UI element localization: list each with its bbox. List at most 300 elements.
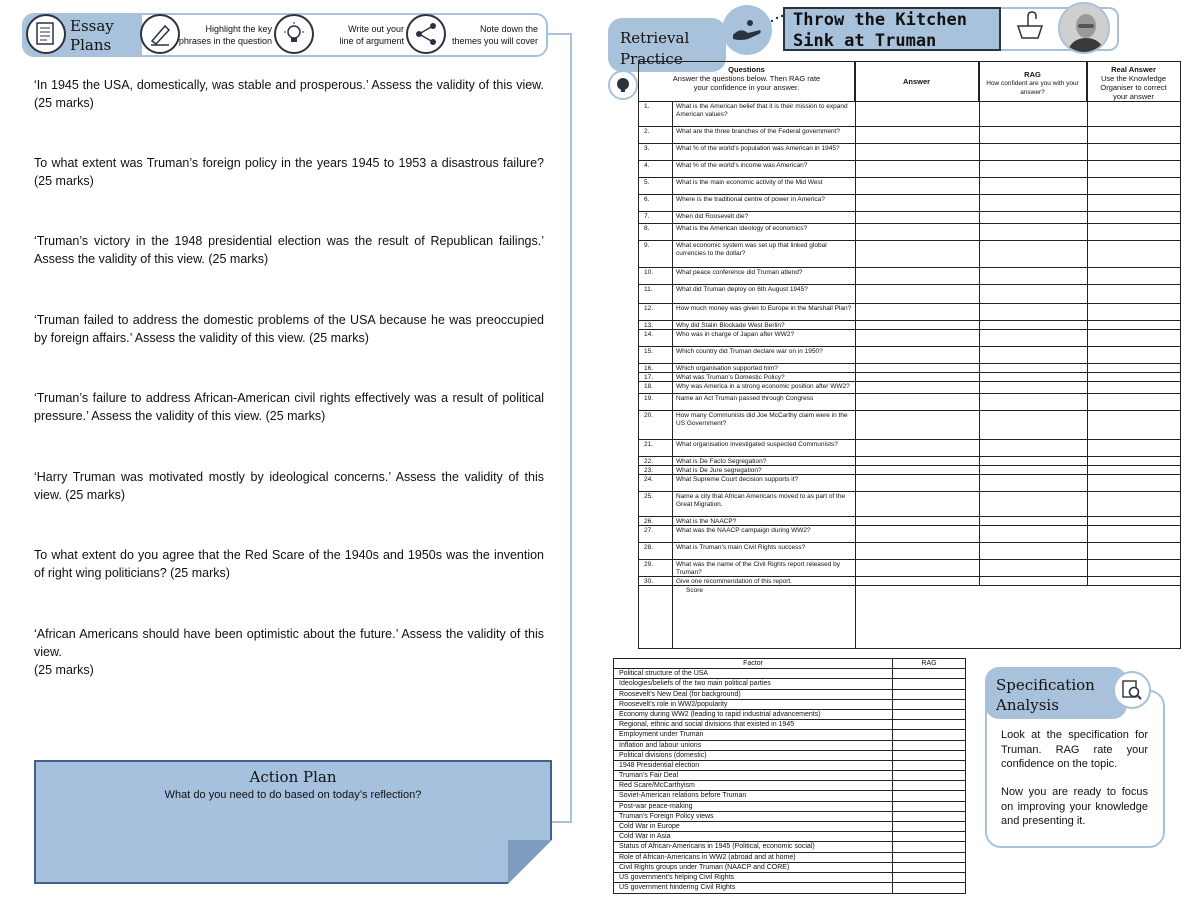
header-questions: Questions Answer the questions below. Then RAG rate your confidence in your answer. — [639, 62, 855, 102]
real-answer-cell[interactable] — [1088, 144, 1180, 160]
essay-plans-title — [70, 17, 114, 55]
real-answer-cell[interactable] — [1088, 127, 1180, 143]
factor-rag-cell[interactable] — [893, 842, 966, 851]
real-answer-cell[interactable] — [1088, 347, 1180, 363]
rag-cell[interactable] — [980, 373, 1087, 381]
question-number: 14. — [644, 331, 654, 338]
essay-title-line2: Plans — [70, 36, 112, 54]
step-argument-text: Write out your line of argument — [339, 24, 404, 46]
essay-question: To what extent do you agree that the Red Scare of the 1940s and 1950s was the invention of right wing politicians? (25 marks) — [34, 548, 544, 580]
factor-row — [614, 761, 965, 771]
rag-cell[interactable] — [980, 330, 1087, 346]
question-number: 17. — [644, 374, 654, 381]
retrieval-question: How many Communists did Joe McCarthy claim were in the US Government? — [676, 412, 848, 427]
rag-cell[interactable] — [980, 411, 1087, 439]
factor-row — [614, 741, 965, 751]
column-divider — [672, 102, 673, 648]
retrieval-question: What was the name of the Civil Rights report released by Truman? — [676, 561, 841, 576]
factor-row — [614, 700, 965, 710]
answer-cell[interactable] — [856, 224, 979, 240]
retrieval-question: Why was America in a strong economic position after WW2? — [676, 383, 850, 390]
retrieval-row — [639, 241, 1180, 268]
factor-rag-cell[interactable] — [893, 741, 966, 750]
question-number: 28. — [644, 544, 654, 551]
retrieval-row — [639, 466, 1180, 475]
retrieval-row — [639, 517, 1180, 526]
factor-label: Inflation and labour unions — [619, 741, 702, 749]
retrieval-row — [639, 492, 1180, 517]
answer-cell[interactable] — [856, 492, 979, 516]
rag-cell[interactable] — [980, 466, 1087, 474]
rag-cell[interactable] — [980, 212, 1087, 223]
answer-cell[interactable] — [856, 526, 979, 542]
factor-row — [614, 822, 965, 832]
real-answer-cell[interactable] — [1088, 382, 1180, 393]
answer-cell[interactable] — [856, 577, 979, 585]
question-number: 11. — [644, 286, 653, 293]
question-number: 2. — [644, 128, 650, 135]
retrieval-question: When did Roosevelt die? — [676, 213, 749, 220]
hand-icon — [722, 5, 772, 55]
factor-label: Political divisions (domestic) — [619, 751, 707, 759]
retrieval-row — [639, 560, 1180, 577]
factor-row — [614, 690, 965, 700]
question-number: 10. — [644, 269, 654, 276]
factor-row — [614, 873, 965, 883]
factor-row — [614, 842, 965, 852]
answer-cell[interactable] — [856, 321, 979, 329]
real-answer-cell[interactable] — [1088, 321, 1180, 329]
factor-row — [614, 710, 965, 720]
retrieval-question: What did Truman deploy on 6th August 1945? — [676, 286, 808, 293]
retrieval-question: Which organisation supported him? — [676, 365, 778, 372]
score-row — [639, 586, 1180, 648]
answer-cell[interactable] — [856, 411, 979, 439]
retrieval-row — [639, 411, 1180, 440]
factor-label: 1948 Presidential election — [619, 761, 700, 769]
factor-row — [614, 771, 965, 781]
factor-row — [614, 802, 965, 812]
essay-question: ‘Truman’s failure to address African-American civil rights effectively was a result of political pressure.’ Assess the validity of this view. (25 marks) — [34, 391, 544, 423]
retrieval-row — [639, 373, 1180, 382]
retrieval-question: What Supreme Court decision supports it? — [676, 476, 799, 483]
factor-rag-cell[interactable] — [893, 781, 966, 790]
rag-cell[interactable] — [980, 195, 1087, 211]
retrieval-row — [639, 161, 1180, 178]
retrieval-question: Where is the traditional centre of power in America? — [676, 196, 825, 203]
factor-label: Civil Rights groups under Truman (NAACP and CORE) — [619, 863, 790, 871]
answer-cell[interactable] — [856, 127, 979, 143]
answer-cell[interactable] — [856, 285, 979, 303]
retrieval-row — [639, 212, 1180, 224]
factor-label: Economy during WW2 (leading to rapid industrial advancements) — [619, 710, 821, 718]
rag-cell[interactable] — [980, 127, 1087, 143]
retrieval-question: Who was in charge of Japan after WW2? — [676, 331, 795, 338]
question-number: 24. — [644, 476, 654, 483]
retrieval-question: What economic system was set up that linked global currencies to the dollar? — [676, 242, 827, 257]
answer-cell[interactable] — [856, 330, 979, 346]
real-answer-cell[interactable] — [1088, 543, 1180, 559]
question-number: 8. — [644, 225, 650, 232]
real-answer-cell[interactable] — [1088, 212, 1180, 223]
answer-cell[interactable] — [856, 373, 979, 381]
essay-plans-header — [22, 13, 548, 57]
retrieval-row — [639, 543, 1180, 560]
retrieval-row — [639, 457, 1180, 466]
share-nodes-icon — [406, 14, 446, 54]
real-answer-cell[interactable] — [1088, 394, 1180, 410]
rag-cell[interactable] — [980, 526, 1087, 542]
page-fold-corner — [508, 840, 552, 884]
real-answer-cell[interactable] — [1088, 195, 1180, 211]
header-answer: Answer — [855, 62, 979, 102]
answer-cell[interactable] — [856, 241, 979, 267]
factor-rag-cell[interactable] — [893, 853, 966, 862]
factor-label: Post-war peace-making — [619, 802, 693, 810]
retrieval-row — [639, 127, 1180, 144]
rag-cell[interactable] — [980, 304, 1087, 320]
rag-cell[interactable] — [980, 347, 1087, 363]
retrieval-question: What peace conference did Truman attend? — [676, 269, 803, 276]
real-answer-cell[interactable] — [1088, 241, 1180, 267]
essay-question-marks: (25 marks) — [34, 663, 94, 677]
question-number: 1. — [644, 103, 650, 110]
factor-row — [614, 863, 965, 873]
retrieval-question: What is the NAACP? — [676, 518, 737, 525]
factor-header-row — [614, 659, 965, 669]
factor-label: Ideologies/beliefs of the two main political parties — [619, 680, 771, 688]
factor-row — [614, 812, 965, 822]
kitchen-sink-title: Throw the Kitchen Sink at Truman — [793, 10, 967, 51]
factor-rag-cell[interactable] — [893, 730, 966, 739]
factor-label: Role of African-Americans in WW2 (abroad and at home) — [619, 853, 796, 861]
factor-label: Roosevelt’s New Deal (for background) — [619, 690, 741, 698]
connector-line — [552, 821, 572, 823]
rag-cell[interactable] — [980, 178, 1087, 194]
header-rag: RAG How confident are you with your answer? — [979, 62, 1087, 102]
factor-rag-cell[interactable] — [893, 812, 966, 821]
answer-cell[interactable] — [856, 466, 979, 474]
step-highlight-text: Highlight the key phrases in the question — [178, 24, 272, 46]
factor-rag-cell[interactable] — [893, 863, 966, 872]
factor-row — [614, 669, 965, 679]
real-answer-cell[interactable] — [1088, 268, 1180, 284]
retrieval-table — [638, 61, 1181, 649]
rag-cell[interactable] — [980, 241, 1087, 267]
answer-cell[interactable] — [856, 347, 979, 363]
question-number: 25. — [644, 493, 654, 500]
real-answer-cell[interactable] — [1088, 526, 1180, 542]
question-number: 4. — [644, 162, 650, 169]
real-answer-cell[interactable] — [1088, 178, 1180, 194]
question-number: 18. — [644, 383, 654, 390]
question-number: 13. — [644, 322, 654, 329]
pen-icon — [140, 14, 180, 54]
factor-row — [614, 781, 965, 791]
real-answer-cell[interactable] — [1088, 161, 1180, 177]
factor-label: Truman’s Fair Deal — [619, 772, 679, 780]
factor-rag-cell[interactable] — [893, 873, 966, 882]
real-answer-cell[interactable] — [1088, 577, 1180, 585]
answer-cell[interactable] — [856, 161, 979, 177]
retrieval-row — [639, 440, 1180, 457]
retrieval-row — [639, 347, 1180, 364]
real-answer-cell[interactable] — [1088, 224, 1180, 240]
retrieval-question: Name a city that African Americans moved to as part of the Great Migration. — [676, 493, 846, 508]
factor-label: US government hindering Civil Rights — [619, 884, 736, 892]
rag-cell[interactable] — [980, 285, 1087, 303]
rag-cell[interactable] — [980, 268, 1087, 284]
factor-row — [614, 751, 965, 761]
kitchen-sink-banner — [783, 7, 1001, 51]
rag-cell[interactable] — [980, 517, 1087, 525]
answer-cell[interactable] — [856, 394, 979, 410]
score-cell[interactable] — [856, 586, 979, 648]
retrieval-row — [639, 330, 1180, 347]
rag-cell[interactable] — [980, 543, 1087, 559]
retrieval-row — [639, 144, 1180, 161]
question-number: 20. — [644, 412, 654, 419]
essay-title-line1: Essay — [70, 17, 114, 35]
retrieval-row — [639, 577, 1180, 586]
retrieval-row — [639, 475, 1180, 492]
factor-rag-cell[interactable] — [893, 771, 966, 780]
factor-rag-cell[interactable] — [893, 700, 966, 709]
real-answer-cell[interactable] — [1088, 457, 1180, 465]
retrieval-row — [639, 178, 1180, 195]
retrieval-row — [639, 382, 1180, 394]
question-number: 21. — [644, 441, 654, 448]
factor-label: Soviet-American relations before Truman — [619, 792, 747, 800]
essay-question: To what extent was Truman’s foreign policy in the years 1945 to 1953 a disastrous failure? (25 marks) — [34, 156, 544, 188]
factor-label: Cold War in Asia — [619, 833, 671, 841]
column-divider — [1087, 62, 1088, 586]
answer-cell[interactable] — [856, 543, 979, 559]
real-answer-cell[interactable] — [1088, 411, 1180, 439]
rag-cell[interactable] — [980, 457, 1087, 465]
question-number: 16. — [644, 365, 654, 372]
retrieval-question: Why did Stalin Blockade West Berlin? — [676, 322, 785, 329]
answer-cell[interactable] — [856, 517, 979, 525]
question-number: 29. — [644, 561, 654, 568]
factor-rag-cell[interactable] — [893, 883, 966, 893]
rag-cell[interactable] — [980, 440, 1087, 456]
column-divider — [855, 62, 856, 648]
score-label: Score — [686, 587, 703, 594]
factor-table — [613, 658, 966, 894]
factor-label: Red Scare/McCarthyism — [619, 782, 695, 790]
retrieval-question: What is De Jure segregation? — [676, 467, 762, 474]
retrieval-row — [639, 102, 1180, 127]
factor-rag-cell[interactable] — [893, 832, 966, 841]
factor-row — [614, 832, 965, 842]
answer-cell[interactable] — [856, 382, 979, 393]
factor-rag-cell[interactable] — [893, 761, 966, 770]
specification-title: Specification Analysis — [996, 676, 1095, 714]
factor-label: Roosevelt’s role in WW2/popularity — [619, 700, 728, 708]
action-plan-box[interactable] — [34, 760, 552, 884]
brain-icon — [608, 70, 638, 100]
real-answer-cell[interactable] — [1088, 330, 1180, 346]
factor-rag-cell[interactable] — [893, 669, 966, 678]
retrieval-row — [639, 304, 1180, 321]
essay-question: ‘Harry Truman was motivated mostly by ideological concerns.’ Assess the validity of this view. (25 marks) — [34, 470, 544, 502]
real-answer-cell[interactable] — [1088, 285, 1180, 303]
answer-cell[interactable] — [856, 195, 979, 211]
question-number: 27. — [644, 527, 654, 534]
factor-rag-cell[interactable] — [893, 802, 966, 811]
connector-line — [548, 33, 572, 35]
retrieval-question: What was Truman’s Domestic Policy? — [676, 374, 785, 381]
retrieval-row — [639, 321, 1180, 330]
answer-cell[interactable] — [856, 457, 979, 465]
magnifier-document-icon — [1113, 671, 1151, 709]
essay-question: ‘Truman failed to address the domestic problems of the USA because he was preoccupied by foreign affairs.’ Assess the validity of this view. (25 marks) — [34, 313, 544, 345]
answer-cell[interactable] — [856, 144, 979, 160]
answer-cell[interactable] — [856, 364, 979, 372]
factor-header: Factor — [743, 660, 763, 667]
retrieval-row — [639, 526, 1180, 543]
real-answer-cell[interactable] — [1088, 364, 1180, 372]
retrieval-practice-title: Retrieval Practice — [620, 29, 690, 68]
action-plan-title: Action Plan — [249, 768, 337, 786]
retrieval-row — [639, 195, 1180, 212]
specification-next-steps: Now you are ready to focus on improving your knowledge and presenting it. — [1001, 786, 1148, 827]
action-plan-prompt: What do you need to do based on today’s reflection? — [164, 789, 422, 801]
essay-question: ‘Truman’s victory in the 1948 presidential election was the result of Republican failings.’ Assess the validity of this view. (25 marks) — [34, 234, 544, 266]
factor-rag-cell[interactable] — [893, 720, 966, 729]
column-divider — [979, 62, 980, 586]
connector-line — [570, 33, 572, 823]
retrieval-question: What is the main economic activity of the Mid West — [676, 179, 823, 186]
answer-cell[interactable] — [856, 178, 979, 194]
factor-rag-cell[interactable] — [893, 822, 966, 831]
rag-cell[interactable] — [980, 144, 1087, 160]
factor-row — [614, 720, 965, 730]
factor-row — [614, 679, 965, 689]
question-number: 22. — [644, 458, 654, 465]
factor-rag-cell[interactable] — [893, 690, 966, 699]
rag-cell[interactable] — [980, 492, 1087, 516]
retrieval-question: What is the American ideology of economics? — [676, 225, 808, 232]
question-number: 7. — [644, 213, 650, 220]
rag-cell[interactable] — [980, 560, 1087, 576]
retrieval-question: What organisation investigated suspected Communists? — [676, 441, 838, 448]
retrieval-question: What was the NAACP campaign during WW2? — [676, 527, 811, 534]
real-answer-cell[interactable] — [1088, 102, 1180, 126]
factor-row — [614, 883, 965, 893]
answer-cell[interactable] — [856, 475, 979, 491]
real-answer-cell[interactable] — [1088, 475, 1180, 491]
retrieval-question: How much money was given to Europe in the Marshall Plan? — [676, 305, 852, 312]
rag-cell[interactable] — [980, 224, 1087, 240]
retrieval-row — [639, 394, 1180, 411]
sink-icon — [1012, 8, 1048, 44]
specification-instructions: Look at the specification for Truman. RAG rate your confidence on the topic. — [1001, 729, 1148, 770]
rag-cell[interactable] — [980, 394, 1087, 410]
answer-cell[interactable] — [856, 268, 979, 284]
retrieval-row — [639, 364, 1180, 373]
retrieval-row — [639, 268, 1180, 285]
rag-cell[interactable] — [980, 475, 1087, 491]
question-number: 12. — [644, 305, 654, 312]
factor-row — [614, 853, 965, 863]
rag-cell[interactable] — [980, 161, 1087, 177]
factor-label: Employment under Truman — [619, 731, 704, 739]
rag-cell[interactable] — [980, 577, 1087, 585]
real-answer-cell[interactable] — [1088, 466, 1180, 474]
answer-cell[interactable] — [856, 304, 979, 320]
header-real-answer: Real Answer Use the Knowledge Organiser to correct your answer — [1087, 62, 1180, 102]
retrieval-question: What is De Facto Segregation? — [676, 458, 767, 465]
question-number: 26. — [644, 518, 654, 525]
question-number: 9. — [644, 242, 650, 249]
question-number: 19. — [644, 395, 654, 402]
retrieval-row — [639, 285, 1180, 304]
factor-rag-cell[interactable] — [893, 751, 966, 760]
answer-cell[interactable] — [856, 212, 979, 223]
real-answer-cell[interactable] — [1088, 304, 1180, 320]
retrieval-row — [639, 224, 1180, 241]
factor-row — [614, 791, 965, 801]
factor-rag-cell[interactable] — [893, 679, 966, 688]
retrieval-question: What % of the world’s population was American in 1945? — [676, 145, 840, 152]
factor-label: US government’s helping Civil Rights — [619, 873, 735, 881]
rag-cell[interactable] — [980, 364, 1087, 372]
question-number: 23. — [644, 467, 654, 474]
answer-cell[interactable] — [856, 560, 979, 576]
real-answer-cell[interactable] — [1088, 440, 1180, 456]
retrieval-question: Give one recommendation of this report. — [676, 578, 792, 585]
retrieval-question: What % of the world’s income was American? — [676, 162, 808, 169]
question-number: 3. — [644, 145, 650, 152]
real-answer-cell[interactable] — [1088, 373, 1180, 381]
retrieval-question: Which country did Truman declare war on in 1950? — [676, 348, 823, 355]
answer-cell[interactable] — [856, 440, 979, 456]
retrieval-question: What is Truman’s main Civil Rights success? — [676, 544, 806, 551]
factor-rag-cell[interactable] — [893, 710, 966, 719]
lightbulb-icon — [274, 14, 314, 54]
real-answer-cell[interactable] — [1088, 492, 1180, 516]
rag-cell[interactable] — [980, 321, 1087, 329]
factor-label: Regional, ethnic and social divisions that existed in 1945 — [619, 721, 795, 729]
question-number: 30. — [644, 578, 654, 585]
essay-question: ‘African Americans should have been optimistic about the future.’ Assess the validity of this view. — [34, 627, 544, 659]
factor-label: Status of African-Americans in 1945 (Political, economic social) — [619, 843, 815, 851]
retrieval-question: What is the American belief that it is their mission to expand American values? — [676, 103, 848, 118]
retrieval-question: Name an Act Truman passed through Congress — [676, 395, 814, 402]
question-number: 15. — [644, 348, 654, 355]
real-answer-cell[interactable] — [1088, 517, 1180, 525]
question-number: 5. — [644, 179, 650, 186]
rag-cell[interactable] — [980, 102, 1087, 126]
answer-cell[interactable] — [856, 102, 979, 126]
factor-label: Truman’s Foreign Policy views — [619, 812, 714, 820]
question-number: 6. — [644, 196, 650, 203]
real-answer-cell[interactable] — [1088, 560, 1180, 576]
factor-row — [614, 730, 965, 740]
rag-header: RAG — [921, 660, 937, 667]
rag-cell[interactable] — [980, 382, 1087, 393]
factor-label: Cold War in Europe — [619, 823, 680, 830]
retrieval-question: What are the three branches of the Federal government? — [676, 128, 841, 135]
truman-portrait — [1058, 2, 1110, 54]
essay-question: ‘In 1945 the USA, domestically, was stable and prosperous.’ Assess the validity of this view. (25 marks) — [34, 78, 544, 110]
document-icon — [26, 14, 66, 54]
step-themes-text: Note down the themes you will cover — [451, 24, 538, 46]
factor-rag-cell[interactable] — [893, 791, 966, 800]
factor-label: Political structure of the USA — [619, 670, 709, 678]
